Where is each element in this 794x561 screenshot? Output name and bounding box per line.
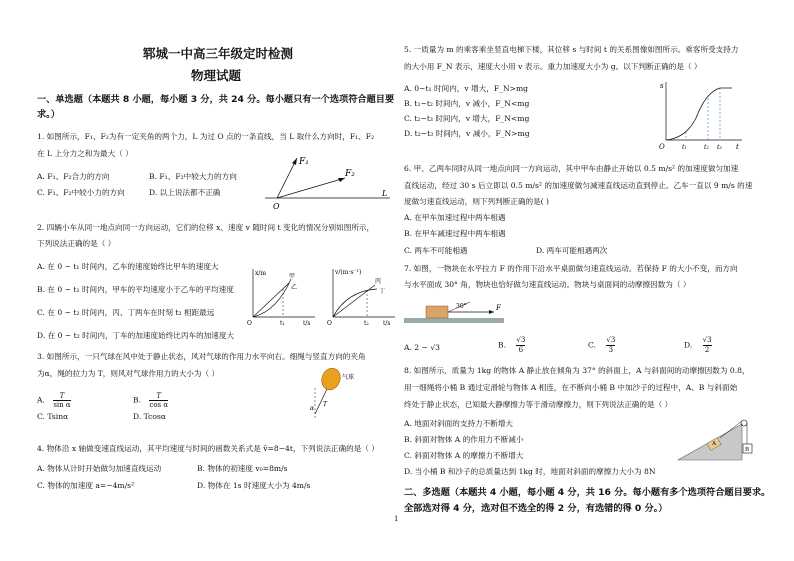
f-label: F	[496, 304, 501, 312]
line-yi	[253, 283, 289, 317]
q8-incline-diagram	[674, 414, 758, 464]
q8-stem-cont2: 终处于静止状态，已知最大静摩擦力等于滑动摩擦力，则下列说法正确的是（ ）	[404, 400, 673, 409]
q3-option-b[interactable]: B. $\frac{T}{\text{cos α}}$	[133, 392, 169, 409]
label-f2: F₂	[345, 169, 355, 179]
q5-stem-cont: 的大小用 F_N 表示，速度大小用 v 表示。重力加速度大小为 g。以下判断正确的是（ ）	[404, 62, 702, 71]
q5-st-graph	[658, 78, 744, 152]
q7-stem: 7. 如图，一物块在水平拉力 F 的作用下沿水平桌面做匀速直线运动。若保持 F 的大小不变，而方向	[404, 264, 738, 273]
q2-option-a[interactable]: A. 在 0 ~ t₁ 时间内，乙车的速度始终比甲车的速度大	[37, 262, 219, 271]
section1-title-b: 求。）	[37, 109, 60, 120]
q3-option-a[interactable]: A. $\frac{T}{\text{sin α}}$	[37, 392, 71, 409]
label-l: L	[382, 189, 388, 198]
q2-option-b[interactable]: B. 在 0 ~ t₁ 时间内，甲车的平均速度小于乙车的平均速度	[37, 285, 234, 294]
vt-ding: 丁	[379, 288, 386, 295]
q6-stem: 6. 甲、乙两车同时从同一地点向同一方向运动，其中甲车由静止开始以 0.5 m/s² 的加速度做匀加速	[404, 164, 739, 173]
xt-t1: t₁	[280, 320, 285, 327]
q3-stem-cont: 为α，绳的拉力为 T，则风对气球作用力的大小为（ ）	[37, 369, 220, 378]
balloon-label: 气球	[342, 374, 355, 381]
section2-title-a: 二、多选题（本题共 4 小题，每小题 4 分，共 16 分。每小题有多个选项符合题目要求。	[404, 487, 771, 498]
balloon-shape	[319, 366, 343, 393]
alpha-label: α	[310, 405, 315, 412]
label-f1: F₁	[299, 157, 309, 167]
q3-option-c[interactable]: C. Tsinα	[37, 412, 69, 421]
q3-balloon-diagram	[301, 364, 361, 422]
section1-title-a: 一、单选题（本题共 8 小题，每小题 3 分，共 24 分。每小题只有一个选项符合题目要	[37, 94, 395, 105]
q8-stem-cont: 用一细绳将小桶 B 通过定滑轮与物体 A 相连，在不断向小桶 B 中加沙子的过程中，A、B 与斜面始	[404, 383, 738, 392]
vt-bing: 丙	[375, 278, 382, 285]
q4-option-a[interactable]: A. 物体从计时开始做匀加速直线运动	[37, 464, 162, 473]
vt-ylabel: v/(m·s⁻¹)	[335, 269, 362, 276]
st-t: t	[736, 143, 739, 151]
q7-option-c[interactable]: C. $\frac{√3}{3}$	[588, 336, 616, 354]
label-b: B	[745, 447, 750, 453]
st-s: s	[660, 82, 664, 90]
q5-option-d[interactable]: D. t₂~t₃ 时间内，v 减小，F_N>mg	[404, 129, 530, 138]
section2-title-b: 全部选对得 4 分，选对但不选全的得 2 分，有选错的得 0 分。）	[404, 503, 668, 514]
q5-option-a[interactable]: A. 0~t₁ 时间内，v 增大，F_N>mg	[404, 84, 529, 93]
q2-stem-cont: 下列说法正确的是（ ）	[37, 239, 116, 248]
q4-option-b[interactable]: B. 物体的初速度 v₀=8m/s	[197, 464, 288, 473]
q8-option-b[interactable]: B. 斜面对物体 A 的作用力不断减小	[404, 435, 524, 444]
angle-label: 30°	[456, 303, 467, 310]
q1-option-d[interactable]: D. 以上说法都不正确	[149, 188, 221, 197]
q3-option-d[interactable]: D. Tcosα	[133, 412, 166, 421]
q2-vt-graph	[327, 265, 399, 327]
q7-option-d[interactable]: D. $\frac{√3}{2}$	[684, 336, 712, 354]
t-label: T	[323, 401, 328, 408]
q1-stem-cont: 在 L 上分力之和为最大（ ）	[37, 149, 133, 158]
q2-option-c[interactable]: C. 在 0 ~ t₂ 时间内，丙、丁两车在时刻 t₂ 相距最远	[37, 308, 215, 317]
st-t2: t₂	[704, 144, 709, 151]
q6-stem-cont2: 度做匀速直线运动，则下列判断正确的是( )	[404, 197, 550, 206]
xt-origin: O	[247, 320, 252, 327]
q5-option-c[interactable]: C. t₂~t₃ 时间内，v 增大，F_N<mg	[404, 114, 530, 123]
q1-stem: 1. 如图所示，F₁、F₂为有一定夹角的两个力，L 为过 O 点的一条直线，当 L 取什么方向时，F₁、F₂	[37, 132, 375, 141]
q6-option-a[interactable]: A. 在甲车加速过程中两车相遇	[404, 213, 506, 222]
school-title: 郓城一中高三年级定时检测	[143, 46, 294, 61]
xt-ylabel: x/m	[255, 270, 267, 277]
label-o: O	[273, 202, 280, 211]
q1-option-a[interactable]: A. F₁、F₂合力的方向	[37, 172, 110, 181]
q6-stem-cont: 直线运动，经过 30 s 后立即以 0.5 m/s² 的加速度做匀减速直线运动直到停止。乙车一直以 9 m/s 的速	[404, 181, 753, 190]
xt-yi: 乙	[291, 284, 298, 291]
q6-option-b[interactable]: B. 在甲车减速过程中两车相遇	[404, 229, 506, 238]
block	[426, 306, 448, 318]
st-o: O	[659, 143, 665, 151]
q2-xt-graph	[247, 265, 319, 327]
xt-xlabel: t/s	[303, 320, 311, 327]
label-a: A	[712, 441, 716, 447]
q4-option-c[interactable]: C. 物体的加速度 a=−4m/s²	[37, 481, 135, 490]
q1-option-b[interactable]: B. F₁、F₂中较大力的方向	[149, 172, 237, 181]
q8-stem: 8. 如图所示，质量为 1kg 的物体 A 静止放在倾角为 37° 的斜面上，A 与斜面间的动摩擦因数为 0.8，	[404, 366, 750, 375]
q8-option-c[interactable]: C. 斜面对物体 A 的摩擦力不断增大	[404, 451, 524, 460]
vt-xlabel: t/s	[383, 320, 391, 327]
q1-force-diagram	[265, 152, 395, 212]
vt-origin: O	[327, 320, 332, 327]
q7-option-a[interactable]: A. 2 − √3	[404, 343, 441, 352]
subject-title: 物理试题	[191, 68, 242, 83]
q6-option-d[interactable]: D. 两车可能相遇两次	[536, 246, 608, 255]
q7-block-diagram	[404, 298, 504, 328]
q1-option-c[interactable]: C. F₁、F₂中较小力的方向	[37, 188, 125, 197]
q2-option-d[interactable]: D. 在 0 ~ t₂ 时间内，丁车的加速度始终比丙车的加速度大	[37, 331, 235, 340]
curve-ding	[333, 289, 377, 317]
q7-option-b[interactable]: B. $\frac{√3}{6}$	[498, 336, 526, 354]
q3-stem: 3. 如图所示，一只气球在风中处于静止状态，风对气球的作用力水平向右。细绳与竖直方向的夹角	[37, 352, 366, 361]
q7-stem-cont: 与水平面成 30° 角，物块也恰好做匀速直线运动。物块与桌面间的动摩擦因数为（ ）	[404, 280, 691, 289]
table-surface	[404, 318, 504, 323]
q6-option-c[interactable]: C. 两车不可能相遇	[404, 246, 468, 255]
q5-option-b[interactable]: B. t₁~t₂ 时间内，v 减小，F_N<mg	[404, 99, 530, 108]
page-number: 1	[394, 515, 399, 523]
vt-t2: t₂	[364, 320, 369, 327]
q8-option-a[interactable]: A. 地面对斜面的支持力不断增大	[404, 419, 514, 428]
q8-option-d[interactable]: D. 当小桶 B 和沙子的总质量达到 1kg 时，地面对斜面的摩擦力大小为 8N	[404, 467, 656, 476]
xt-jia: 甲	[289, 273, 296, 280]
q5-stem: 5. 一质量为 m 的乘客乘坐竖直电梯下楼，其位移 s 与时间 t 的关系图像如图所示。乘客所受支持力	[404, 45, 739, 54]
q2-stem: 2. 四辆小车从同一地点向同一方向运动，它们的位移 x、速度 v 随时间 t 变化的情况分别如图所示，	[37, 223, 375, 232]
vector-f2	[277, 178, 345, 198]
st-t1: t₁	[682, 144, 687, 151]
q4-option-d[interactable]: D. 物体在 1s 时速度大小为 4m/s	[197, 481, 311, 490]
q4-stem: 4. 物体沿 x 轴做变速直线运动，其平均速度与时间的函数关系式是 v̄=8−4t，下列说法正确的是（ ）	[37, 444, 379, 453]
st-curve	[666, 88, 732, 140]
st-t3: t₃	[717, 144, 722, 151]
